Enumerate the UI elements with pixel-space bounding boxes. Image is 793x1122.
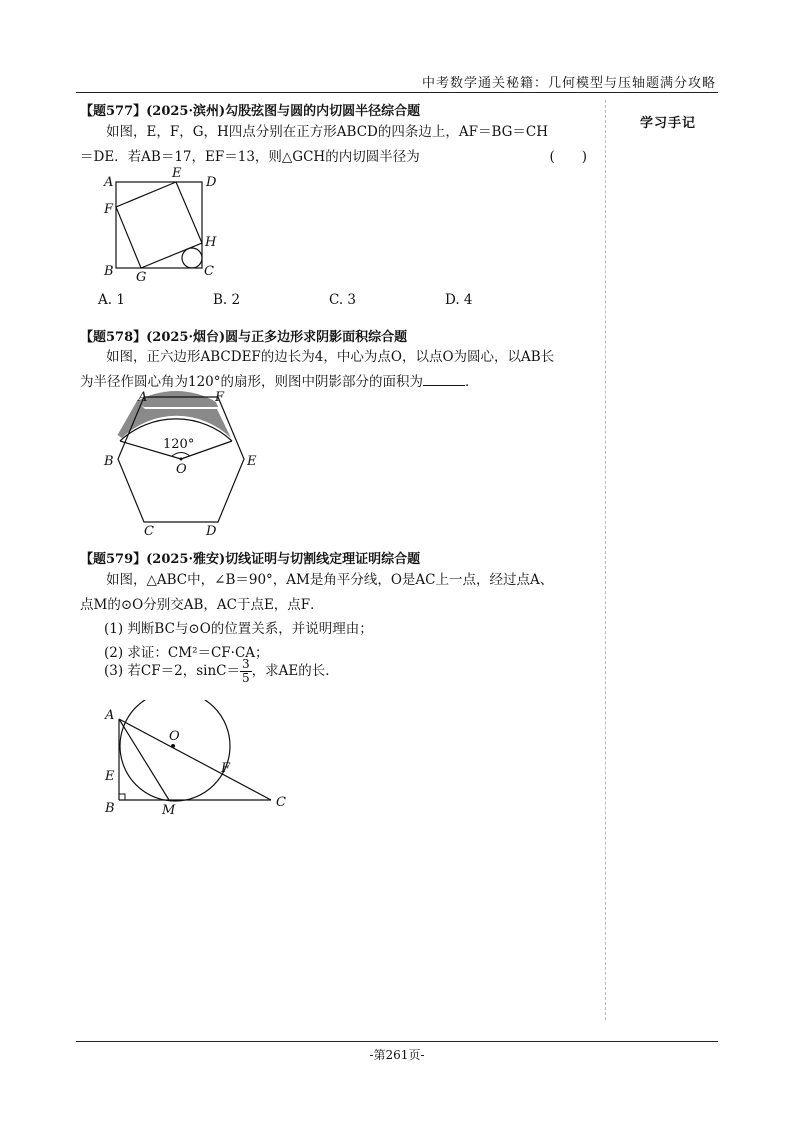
q577-answer-paren: ( ) xyxy=(549,149,587,165)
q578-text-line2: 为半径作圆心角为120°的扇形，则图中阴影部分的面积为 xyxy=(80,374,424,390)
label-D: D xyxy=(206,524,217,539)
q578-heading xyxy=(80,326,407,345)
segment-ac xyxy=(119,719,271,800)
label-C: C xyxy=(144,524,154,539)
center-point xyxy=(171,744,175,748)
q577-option-c: C. 3 xyxy=(329,292,357,308)
q579-topic: 切线证明与切割线定理证明综合题 xyxy=(225,552,421,567)
inner-square-efgh xyxy=(116,182,202,268)
label-B: B xyxy=(104,264,114,279)
label-F: F xyxy=(215,390,225,405)
angle-label: 120° xyxy=(163,437,195,452)
q579-text-line2: 点M的⊙O分别交AB，AC于点E，点F． xyxy=(80,597,324,613)
q578-answer-blank xyxy=(423,371,465,386)
q579-sub2: (2) 求证：CM²＝CF·CA； xyxy=(104,645,269,661)
label-F: F xyxy=(104,202,114,217)
page-number: -第261页- xyxy=(369,1048,425,1062)
center-point xyxy=(180,458,183,461)
q577-option-b: B. 2 xyxy=(213,292,241,308)
q579-source: (2025·雅安) xyxy=(146,552,226,567)
book-title: 中考数学通关秘籍：几何模型与压轴题满分攻略 xyxy=(421,76,716,91)
notes-divider xyxy=(605,100,606,1020)
q578-text-line1: 如图，正六边形ABCDEF的边长为4，中心为点O，以点O为圆心，以AB长 xyxy=(106,349,555,365)
q577-text-line1: 如图，E，F，G，H四点分别在正方形ABCD的四条边上，AF＝BG＝CH xyxy=(106,124,549,140)
label-C: C xyxy=(276,795,286,810)
footer-rule xyxy=(76,1041,718,1042)
circle-o xyxy=(120,700,230,801)
segment-am xyxy=(119,719,169,800)
label-O: O xyxy=(169,729,180,744)
notes-label: 学习手记 xyxy=(640,116,697,131)
q579-sub1: (1) 判断BC与⊙O的位置关系，并说明理由； xyxy=(104,621,373,637)
q577-figure xyxy=(96,165,226,283)
label-H: H xyxy=(205,235,217,250)
square-abcd xyxy=(116,182,202,268)
q579-sub3-pre: (3) 若CF＝2，sinC＝ xyxy=(104,663,240,679)
q577-option-a: A. 1 xyxy=(98,292,125,308)
q577-number: 【题577】 xyxy=(80,104,147,119)
q579-text-line1: 如图，△ABC中，∠B＝90°，AM是角平分线，O是AC上一点，经过点A、 xyxy=(106,572,554,588)
label-O: O xyxy=(176,462,187,477)
incircle-gch xyxy=(182,248,202,268)
right-angle-mark xyxy=(119,794,125,800)
q578-number: 【题578】 xyxy=(80,330,147,345)
q578-text-end: ． xyxy=(465,374,479,390)
label-A: A xyxy=(105,708,115,723)
header-rule xyxy=(76,92,718,93)
label-E: E xyxy=(172,166,182,181)
q577-text-line2: ＝DE．若AB＝17，EF＝13，则△GCH的内切圆半径为 xyxy=(80,149,420,165)
q579-sub3-post: ，求AE的长． xyxy=(251,663,339,679)
label-G: G xyxy=(136,270,147,283)
label-A: A xyxy=(104,175,114,190)
frac-numerator: 3 xyxy=(241,657,250,671)
label-B: B xyxy=(104,454,114,469)
q578-figure xyxy=(96,387,276,539)
q577-option-d: D. 4 xyxy=(445,292,473,308)
label-F: F xyxy=(221,761,231,776)
angle-mark xyxy=(172,453,190,457)
q579-heading xyxy=(80,548,420,567)
label-A: A xyxy=(138,390,148,405)
frac-denominator: 5 xyxy=(241,671,250,685)
label-E: E xyxy=(247,454,257,469)
q577-heading xyxy=(80,100,420,119)
label-M: M xyxy=(162,803,176,818)
q579-figure xyxy=(96,700,296,820)
q579-text xyxy=(80,568,595,618)
q577-source: (2025·滨州) xyxy=(146,104,226,119)
sin-fraction xyxy=(240,658,252,685)
q578-topic: 圆与正多边形求阴影面积综合题 xyxy=(225,330,408,345)
label-B: B xyxy=(105,801,115,816)
q577-topic: 勾股弦图与圆的内切圆半径综合题 xyxy=(225,104,421,119)
q578-source: (2025·烟台) xyxy=(146,330,226,345)
q577-text xyxy=(80,120,595,170)
q579-sub3 xyxy=(104,658,339,685)
q579-number: 【题579】 xyxy=(80,552,147,567)
label-E: E xyxy=(105,769,115,784)
label-C: C xyxy=(204,264,214,279)
shaded-region-top xyxy=(136,391,218,407)
label-D: D xyxy=(206,175,217,190)
